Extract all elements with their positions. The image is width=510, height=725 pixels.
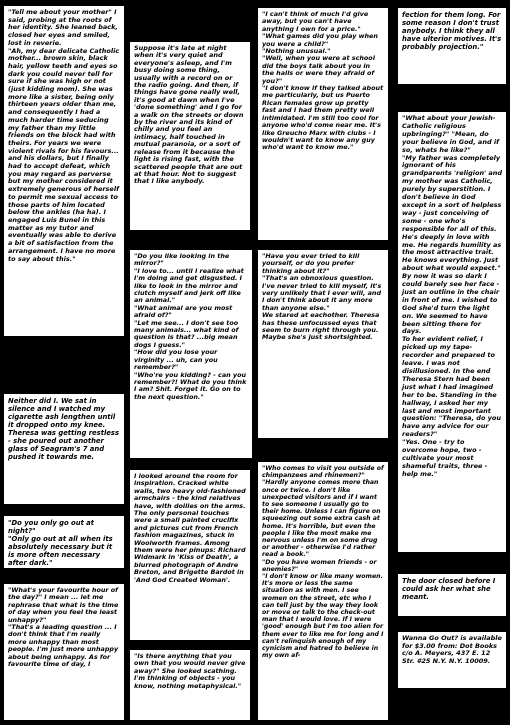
text-card-mother — [4, 6, 124, 336]
text-card-favourite-hour — [4, 584, 124, 720]
card-text: fection for them long. For some reason I don't trust anybody. I think they all have ulterior motives. It's probably projection." — [402, 11, 502, 51]
card-text: Neither did I. We sat in silence and I watched my cigarette ash lengthen until it dropped onto my knee. Theresa was getting restless - she poured out another glass of Seagram's 7 and pushed it towards me. — [8, 397, 119, 461]
text-card-room — [130, 470, 250, 640]
card-text: "Do you only go out at night?" "Only go out at all when its absolutely necessary but it is more often necessary after dark." — [8, 519, 113, 567]
text-card-suicide — [258, 250, 388, 438]
card-text: "What about your Jewish-Catholic religious upbringing?" "Mean, do your believe in God, and if so, whats he like?" "My father was completely ignorant of his grandparents 'religion' and my mother was Catholic, purely by superstition. I don't believe in God except in a sort of helpless way - just conceiving of some - one who's responsible for all of this. He's deeply in love with me. He regards humility as the most attractive trait. He knows everything. Just about what would expect." By now it was so dark I could barely see her face - just an outline in the chair in front of me. I wished to God she'd turn the light on. We seemed to have been sitting there for days. To her evident relief, I picked up my tape-recorder and prepared to leave. I was not disillusioned. In the end Theresa Stern had been just what I had imagined her to be. Standing in the hallway, I asked her my last and most important question: "Theresa, do you have any advice for our readers?" "Yes. One - try to overcome hope, two - cultivate your most shameful traits, three - help me." — [402, 114, 502, 478]
text-card-mirror — [130, 250, 252, 458]
card-text: "I can't think of much I'd give away, but you can't have anything I own for a price." "What games did you play when you were a child?" "Nothing unusual." "Well, when you were at school did the boys talk about you in the halls or were they afraid of you?" "I don't know if they talked about me particularly, but us Puerto Rican females grow up pretty fast and I had them pretty well intimidated. I'm still too cool for anyone who'd come near me. It's like Greucho Marx with clubs - I wouldn't want to know any guy who'd want to know me." — [262, 10, 384, 152]
text-card-religion — [398, 112, 506, 552]
text-card-door — [398, 574, 506, 616]
text-card-night — [4, 516, 124, 568]
text-card-affection — [398, 8, 506, 84]
card-text: "Have you ever tried to kill yourself, or do you prefer thinking about it?" "That's an obnoxious question. I've never tried to kill myself, it's very unlikely that I ever will, and I don't think about it any more than anyone else." We stared at eachother. Theresa has these unfocussed eyes that seem to burn right through you. Maybe she's just shortsighted. — [262, 252, 382, 342]
text-card-visitors — [258, 462, 388, 720]
card-text: I looked around the room for inspiration. Cracked white walls, two heavy old-fashioned armchairs - the kind relatives have, with doilies on the arms. The only personal touches were a small painted crucifix and pictures cut from French fashion magazines, stuck in Woolworth frames. Among them were her pinups: Richard Widmark in 'Kiss of Death', a blurred photograph of Andre Breton, and Brigette Bardot in 'And God Created Woman'. — [134, 472, 246, 584]
text-card-late-night — [130, 42, 250, 230]
card-text: Wanna Go Out? is available for $3.00 from: Dot Books c/o A. Meyers, 437 E. 12 Str. #25 N.Y. N.Y. 10009. — [402, 634, 502, 665]
text-card-silence — [4, 394, 124, 504]
card-text: "What's your favourite hour of the day?" I mean ... let me rephrase that what is the time of day when you feel the least unhappy?" "That's a leading question ... I don't think that I'm really more unhappy than most people. I'm just more unhappy about being unhappy. As for favourite time of day, I — [8, 586, 119, 669]
card-text: Suppose it's late at night when it's very quiet and everyone's asleep, and I'm busy doing some thing, usually with a record on or the radio going. And then, if things have gone really well, it's good at dawn when I've 'done something' and I go for a walk on the streets or down by the river and its kind of chilly and you feel an intimacy, half touched in mutual paranoia, or a sort of release from it because the light is rising fast, with the scattered people that are out at that hour. Not to suggest that I like anybody. — [134, 44, 244, 186]
card-text: "Who comes to visit you outside of chimpanzees and rhinemen?" "Hardly anyone comes more than once or twice. I don't like unexpected visitors and if I want to see someone I usually go to their home. Unless I can figure on squeezing out some extra cash at home. It's horrible, but even the people I like the most make me nervous unless I'm on some drug or another - otherwise I'd rather read a book." "Do you have women friends - or enemies?" "I don't know or like many women. It's more or less the same situation as with men. I see women on the street, etc who I can tell just by the way they look or move or talk to the check-out man that I would love. If I were 'good' enough but I'm too alien for them ever to like me for long and I can't relinquish enough of my cynicism and hatred to believe in my own af- — [262, 465, 384, 660]
card-text: The door closed before I could ask her what she meant. — [402, 577, 496, 601]
card-text: "Do you like looking in the mirror?" "I love to... until I realize what I'm doing and get disgusted. I like to look in the mirror and clutch myself and jerk off like an animal." "What animal are you most afraid of?" "Let me see... I don't see too many animals... what kind of question is that? ...big mean dogs I guess." "How did you lose your virginity ... uh, can you remember?" "Who're you kidding? - can you remember?! What do you think I am? Shit. Forget it. Go on to the next question." — [134, 252, 247, 401]
card-text: "Tell me about your mother" I said, probing at the roots of her identity. She leaned back, closed her eyes and smiled, lost in reverie. "Ah, my dear delicate Catholic mother... brown skin, black hair, yellow teeth and eyes so dark you could never tell for sure if she was high or not (just kidding mom). She was more like a sister, being only thirteen years older than me, and consequently I had a much harder time seducing my father than my little friends on the block had with theirs. For years we were violent rivals for his favours... and his dollars, but I finally had to accept defeat, which you may regard as perverse but my mother considered it extremely generous of herself to permit me sexual access to those parts of him located below the ankles (ha ha). I engaged Luis Bunel in this matter as my tutor and eventually was able to derive a bit of satisfaction from the arrangement. I have no more to say about this." — [8, 8, 120, 263]
card-text: "Is there anything that you own that you would never give away?" She looked scathing. I'm thinking of objects - you know, nothing metaphysical." — [134, 652, 246, 690]
text-card-availability — [398, 632, 506, 688]
text-card-objects — [130, 650, 250, 720]
text-card-give-away — [258, 8, 388, 240]
